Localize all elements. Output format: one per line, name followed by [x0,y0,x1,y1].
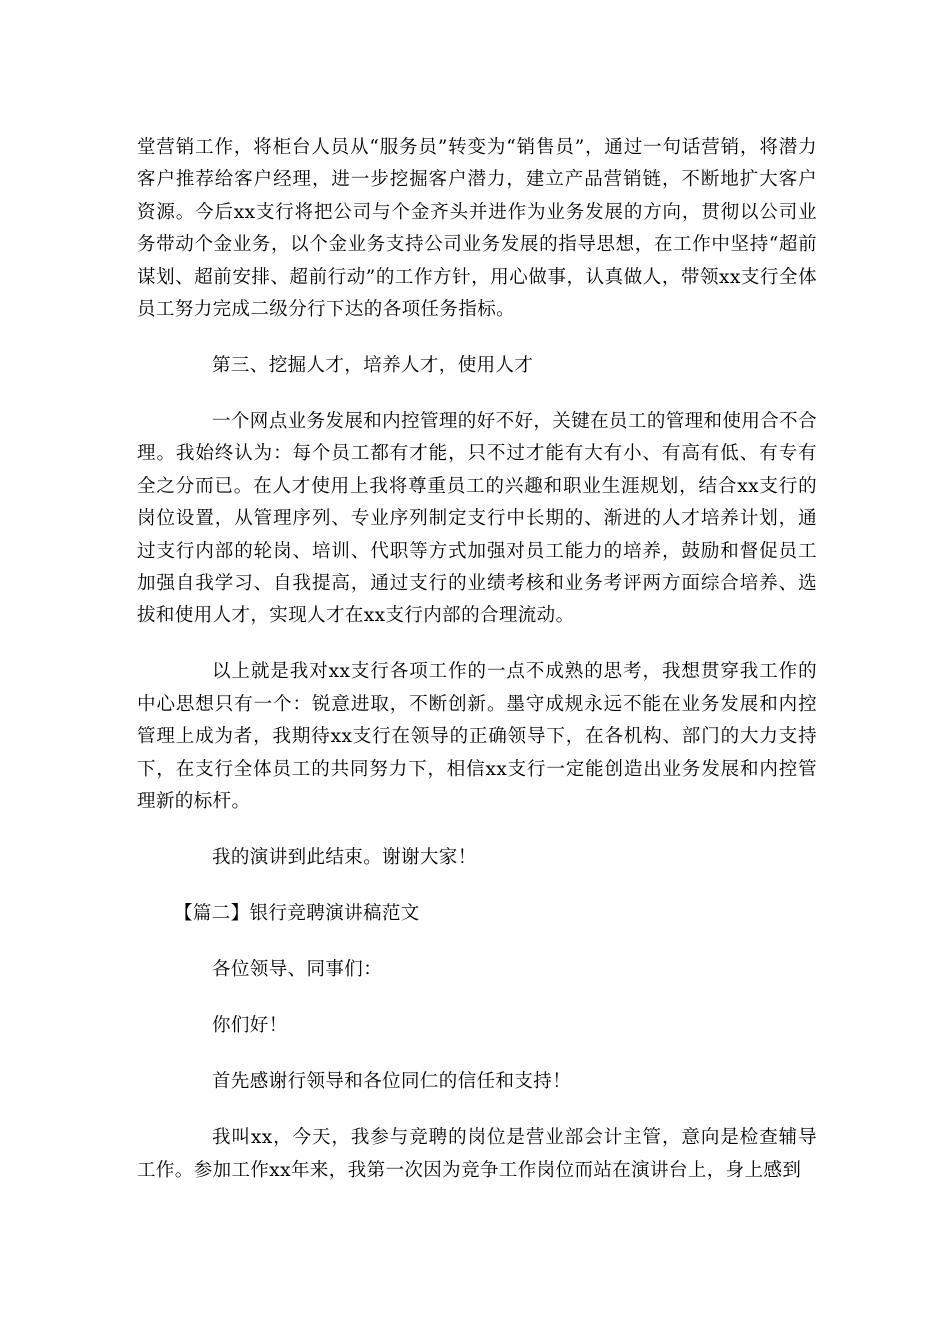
greeting-hello: 你们好！ [212,1015,288,1037]
section-heading-talent: 第三、挖掘人才，培养人才，使用人才 [212,355,534,377]
paragraph-thanks: 首先感谢行领导和各位同仁的信任和支持！ [212,1071,572,1093]
paragraph-conclusion: 以上就是我对xx支行各项工作的一点不成熟的思考，我想贯穿我工作的中心思想只有一个：锐意进取，不断创新。墨守成规永远不能在业务发展和内控管理上成为者，我期待xx支行在领导的正确领导下，在各机构、部门的大力支持下，在支行全体员工的共同努力下，相信xx支行一定能创造出业务发展和内控管理新的标杆。 [137,661,817,813]
paragraph-talent-management: 一个网点业务发展和内控管理的好不好，关键在员工的管理和使用合不合理。我始终认为：每个员工都有才能，只不过才能有大有小、有高有低、有专有全之分而已。在人才使用上我将尊重员工的兴趣和职业生涯规划，结合xx支行的岗位设置，从管理序列、专业序列制定支行中长期的、渐进的人才培养计划，通过支行内部的轮岗、培训、代职等方式加强对员工能力的培养，鼓励和督促员工加强自我学习、自我提高，通过支行的业绩考核和业务考评两方面综合培养、选拔和使用人才，实现人才在xx支行内部的合理流动。 [137,411,817,627]
document-page [137,132,817,1187]
paragraph-marketing-strategy: 堂营销工作，将柜台人员从“服务员”转变为“销售员”，通过一句话营销，将潜力客户推荐给客户经理，进一步挖掘客户潜力，建立产品营销链，不断地扩大客户资源。今后xx支行将把公司与个金齐头并进作为业务发展的方向，贯彻以公司业务带动个金业务，以个金业务支持公司业务发展的指导思想，在工作中坚持“超前谋划、超前安排、超前行动”的工作方针，用心做事，认真做人，带领xx支行全体员工努力完成二级分行下达的各项任务指标。 [137,137,817,321]
article-title-part-two: 【篇二】银行竞聘演讲稿范文 [174,903,420,925]
paragraph-self-introduction: 我叫xx，今天，我参与竞聘的岗位是营业部会计主管，意向是检查辅导工作。参加工作xx年来，我第一次因为竞争工作岗位而站在演讲台上，身上感到 [137,1127,817,1181]
paragraph-closing: 我的演讲到此结束。谢谢大家！ [212,847,477,869]
greeting-salutation: 各位领导、同事们： [212,959,383,981]
